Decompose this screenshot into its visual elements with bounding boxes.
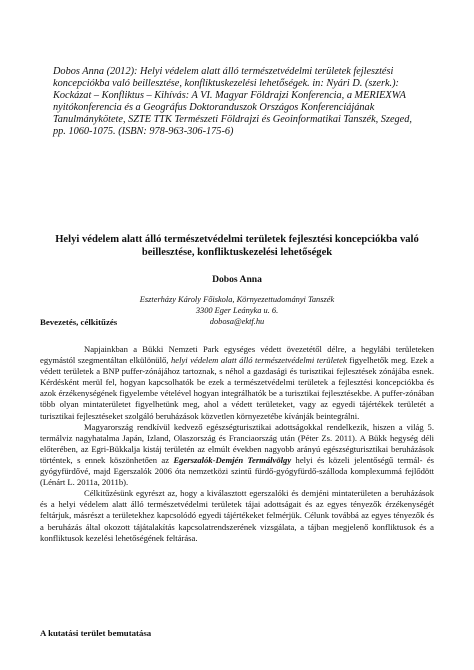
affiliation-email: dobosa@ektf.hu (209, 317, 265, 327)
paper-title: Helyi védelem alatt álló természetvédelmi területek fejlesztési koncepciókba való beillesztése, konfliktuskezelési lehetőségek (55, 234, 419, 258)
section-heading-intro: Bevezetés, célkitűzés (40, 317, 118, 327)
paragraph-2: Magyarország rendkívül kedvező egészségturisztikai adottságokkal rendelkezik, hiszen a világ 5. termálviz nagyhatalma Japán, Izland, Olaszország és Franciaország után (Péter Zs. 2011). A Bükk hegység déli előterében, az Egri-Bükkalja kistáj területén az elmúlt években nagyobb arányú egészségturisztikai beruházások történtek, s ennek köszönhetően az Egerszalók-Demjén Termálvölgy helyi és közeli jelentőségű termál- és gyógyfürdővé, majd Egerszalók 2006 óta nemzetközi szintű fürdő-gyógyfürdő-szálloda komplexummá fejlődött (Lénárt L. 2011a, 2011b). (40, 421, 434, 488)
emphasis-thermal-valley: Egerszalók-Demjén Termálvölgy (173, 454, 292, 465)
citation: Dobos Anna (2012): Helyi védelem alatt álló természetvédelmi területek fejlesztési koncepciókba való beillesztése, konfliktuskezelési lehetőségek. in: Nyári D. (szerk.): Kockázat – Konfliktus – Kihívás: A VI. Magyar Földrajzi Konferencia, a MERIEXWA nyitókonferencia és a Geográfus Doktoranduszok Országos Konferenciájának Tanulmánykötete, SZTE TTK Természeti Földrajzi és Geoinformatikai Tanszék, Szeged, pp. 1060-1075. (ISBN: 978-963-306-175-6) (53, 66, 412, 138)
body-text (40, 344, 434, 544)
emphasis-protected-areas: helyi védelem alatt álló természetvédelmi területek (170, 355, 347, 366)
paragraph-1: Napjainkban a Bükki Nemzeti Park egységes védett övezetétől délre, a hegylábi területeken egymástól szegmentáltan elkülönülő, helyi védelem alatt álló természetvédelmi területek figyelhetők meg. Ezek a védett területek a BNP puffer-zónájához tartoznak, s néhol a gazdasági és turisztikai fejlesztések zónájába esnek. Kérdésként merül fel, hogyan kapcsolhatók be ezek a természetvédelmi területek a fejlesztési koncepciókba és azok érzékenységének figyelembe vételével hogyan integrálhatók be a turisztikai fejlesztésekbe. A puffer-zónában több olyan mintaterületet figyelhetünk meg, ahol a védett területeket, vagy az egyedi tájértékek területét a turisztikai fejlesztéseket szolgáló beruházások közvetlen környezetébe kívánják beintegrálni. (40, 344, 434, 421)
affiliation-address: 3300 Eger Leányka u. 6. (195, 306, 279, 316)
section-heading-study-area: A kutatási terület bemutatása (40, 628, 152, 638)
author-name: Dobos Anna (212, 274, 262, 285)
paragraph-3: Célkitűzésünk egyrészt az, hogy a kiválasztott egerszalóki és demjéni mintaterületen a beruházások és a helyi védelem alatt álló természetvédelmi területek tájai adottságait és az egyes tényezők érzékenységét feltárjuk, másrészt a területekhez kapcsolódó egyedi tájértékeket felmérjük. Célunk továbbá az egyes tényezők és a beruházás által okozott tájátalakítás kapcsolatrendszerének vizsgálata, a tájban megjelenő konfliktusok és a konfliktusok kezelési lehetőségének feltárása. (40, 488, 434, 543)
affiliation-institution: Eszterházy Károly Főiskola, Környezettudományi Tanszék (139, 295, 335, 304)
